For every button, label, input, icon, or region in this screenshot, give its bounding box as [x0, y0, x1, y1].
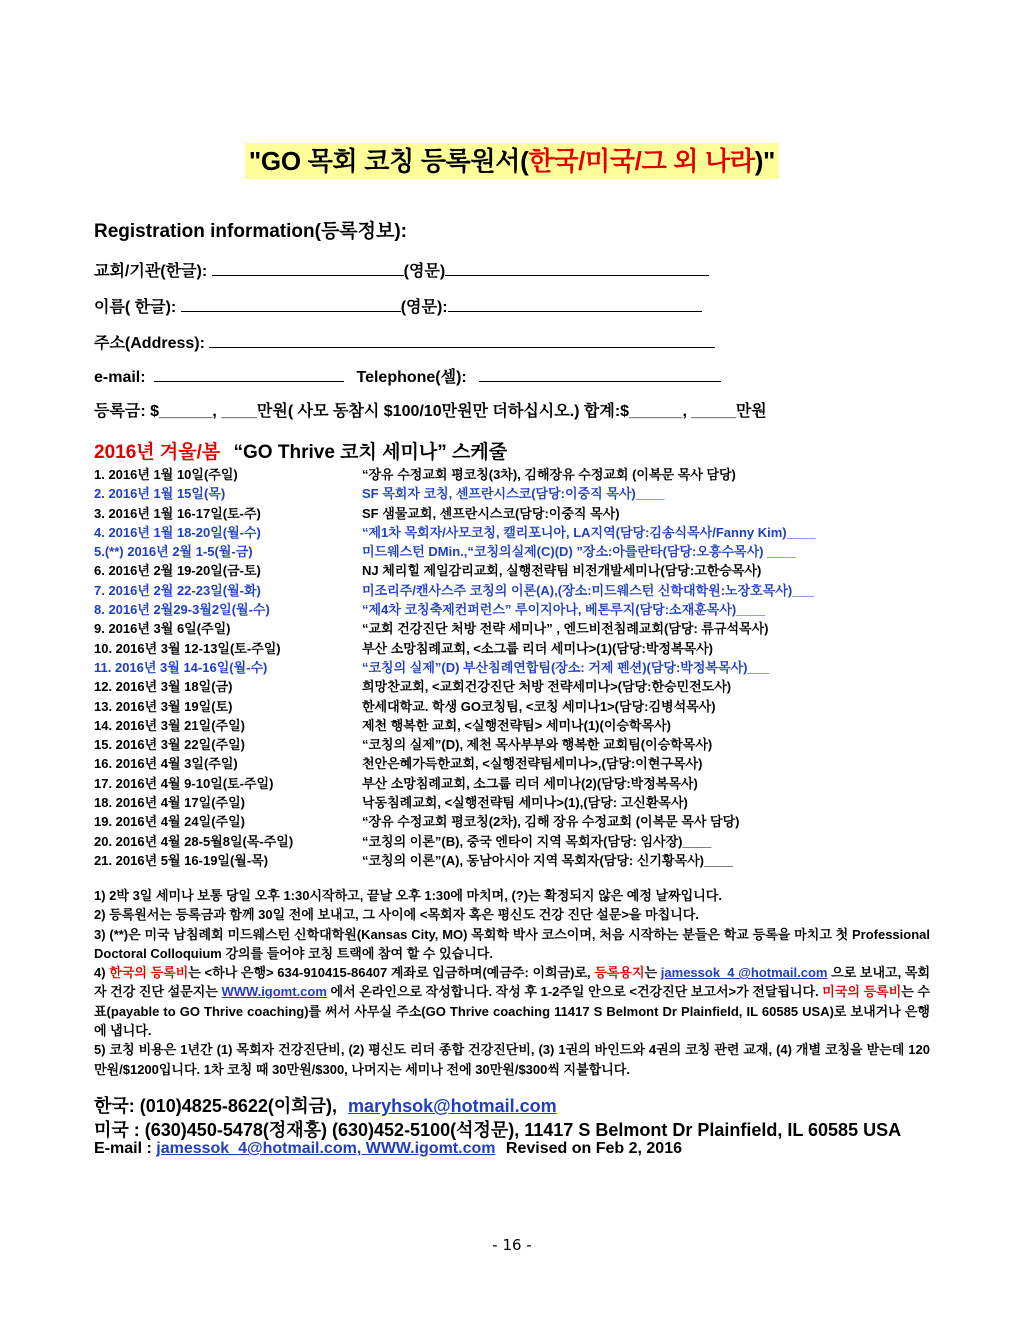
note-4-form: 등록용지: [594, 965, 645, 981]
note-4-text-b: 는 <하나 은행> 634-910415-86407 계좌로 입금하며(예금주: 이희금)로,: [188, 965, 595, 981]
church-label: 교회/기관(한글):: [94, 263, 208, 280]
schedule-row: [94, 773, 934, 792]
schedule-row: [94, 811, 934, 830]
schedule-row: [94, 676, 934, 695]
schedule-date: 18. 2016년 4월 17일(주일): [94, 795, 245, 811]
contact-field-row: [94, 364, 721, 387]
schedule-event: “교회 건강진단 처방 전략 세미나” , 엔드비전침례교회(담당: 류규석목사): [362, 621, 769, 637]
korea-contact: [94, 1092, 557, 1118]
email-contact: [94, 1140, 682, 1158]
title-prefix: "GO 목회 코칭 등록원서(: [248, 146, 529, 176]
note-4-email-link[interactable]: jamessok_4 @hotmail.com: [660, 965, 828, 981]
korea-contact-label: 한국: (010)4825-8622(이희금),: [94, 1096, 338, 1116]
note-2: 2) 등록원서는 등록금과 함께 30일 전에 보내고, 그 사이에 <목회자 혹은 평신도 건강 진단 설문>을 마칩니다.: [94, 907, 699, 923]
note-4-text-f: 는 수표(payable to GO Thrive coaching)를 써서 사무실 주소(GO Thrive coaching 11417 S Belmont Dr Plainfield, IL 60585 USA)로 보내거나 은행에 냅니다.: [94, 984, 930, 1039]
note-4-text-c: 는: [644, 965, 661, 981]
schedule-row: [94, 541, 934, 560]
church-en-label: (영문): [403, 263, 446, 280]
fee-line: 등록금: $______, ____만원( 사모 동참시 $100/10만원만 더하십시오.) 합계:$______, _____만원: [94, 403, 767, 420]
schedule-event: 부산 소망침례교회, 소그룹 리더 세미나(2)(담당:박정복목사): [362, 775, 698, 791]
registration-heading: Registration information(등록정보):: [94, 221, 408, 242]
schedule-event: 한세대학교. 학생 GO코칭팀, <코칭 세미나1>(담당:김병석목사): [362, 698, 716, 714]
schedule-date: 14. 2016년 3월 21일(주일): [94, 717, 245, 733]
revised-date: Revised on Feb 2, 2016: [505, 1140, 682, 1157]
church-ko-blank[interactable]: [212, 261, 404, 276]
schedule-date: 15. 2016년 3월 22일(주일): [94, 737, 245, 753]
schedule-date: 17. 2016년 4월 9-10일(토-주일): [94, 775, 274, 791]
schedule-event: “코칭의 이론”(A), 동남아시아 지역 목회자(담당: 신기황목사)____: [362, 852, 733, 868]
schedule-date: 16. 2016년 4월 3일(주일): [94, 756, 238, 772]
name-en-blank[interactable]: [448, 297, 702, 312]
schedule-event: “제1차 목회자/사모코칭, 캘리포니아, LA지역(담당:김송식목사/Fanny Kim)____: [362, 524, 816, 540]
note-4-prefix: 4): [94, 965, 110, 981]
schedule-date: 20. 2016년 4월 28-5월8일(목-주일): [94, 833, 294, 849]
schedule-row: [94, 792, 934, 811]
phone-label: Telephone(셀):: [356, 369, 467, 386]
church-field-row: [94, 258, 709, 281]
note-5: 5) 코칭 비용은 1년간 (1) 목회자 건강진단비, (2) 평신도 리더 종합 건강진단비, (3) 1권의 바인드와 4권의 코칭 관련 교재, (4) 개별 코칭을 받는데 120만원/$1200입니다. 1차 코칭 때 30만원/$300, 나머지는 세미나 전에 30만원/$300씩 지불합니다.: [94, 1042, 930, 1077]
address-field-row: [94, 330, 715, 353]
korea-email-link[interactable]: maryhsok@hotmail.com: [348, 1096, 557, 1116]
schedule-list: [94, 464, 934, 869]
schedule-row: [94, 503, 934, 522]
schedule-row: [94, 850, 934, 869]
page-title: [245, 143, 779, 179]
note-3: 3) (**)은 미국 남침례회 미드웨스턴 신학대학원(Kansas City, MO) 목회학 박사 코스이며, 처음 시작하는 분들은 학교 등록을 마치고 첫 Professional Doctoral Colloquium 강의를 들어야 코칭 트랙에 참여 할 수 있습니다.: [94, 926, 930, 961]
schedule-date: 2. 2016년 1월 15일(목): [94, 486, 226, 502]
schedule-row: [94, 638, 934, 657]
schedule-date: 8. 2016년 2월29-3월2일(월-수): [94, 602, 270, 618]
schedule-date: 21. 2016년 5월 16-19일(월-목): [94, 852, 269, 868]
schedule-row: [94, 618, 934, 637]
schedule-row: [94, 753, 934, 772]
schedule-date: 7. 2016년 2월 22-23일(월-화): [94, 582, 261, 598]
address-label: 주소(Address):: [94, 335, 205, 352]
schedule-date: 11. 2016년 3월 14-16일(월-수): [94, 659, 268, 675]
email-blank[interactable]: [154, 367, 344, 382]
schedule-row: [94, 696, 934, 715]
email-contact-label: E-mail :: [94, 1140, 152, 1157]
email-contact-links[interactable]: jamessok_4@hotmail.com, WWW.igomt.com: [156, 1140, 496, 1157]
schedule-date: 1. 2016년 1월 10일(주일): [94, 467, 238, 482]
schedule-date: 19. 2016년 4월 24일(주일): [94, 814, 245, 830]
email-label: e-mail:: [94, 369, 146, 386]
note-1: 1) 2박 3일 세미나 보통 당일 오후 1:30시작하고, 끝날 오후 1:30에 마치며, (?)는 확정되지 않은 예정 날짜입니다.: [94, 888, 722, 903]
schedule-date: 5.(**) 2016년 2월 1-5(월-금): [94, 544, 253, 560]
address-blank[interactable]: [209, 333, 715, 348]
note-4-usa-fee: 미국의 등록비: [822, 984, 902, 1000]
note-4: [94, 963, 930, 1040]
schedule-row: [94, 580, 934, 599]
schedule-row: [94, 560, 934, 579]
schedule-row: [94, 831, 934, 850]
note-4-text-d: 으로 보내고, 목회자 건강 진단 설문지는: [94, 965, 931, 1000]
schedule-event: “코칭의 실제”(D), 제천 목사부부와 행복한 교회팀(이승학목사): [362, 737, 713, 753]
note-4-website-link[interactable]: WWW.igomt.com: [221, 984, 327, 1000]
schedule-date: 9. 2016년 3월 6일(주일): [94, 621, 231, 637]
note-4-text-e: 에서 온라인으로 작성합니다. 작성 후 1-2주일 안으로 <건강진단 보고서>가 전달됩니다.: [326, 984, 823, 1000]
schedule-row: [94, 522, 934, 541]
schedule-date: 12. 2016년 3월 18일(금): [94, 679, 233, 695]
schedule-heading-red: 2016년 겨울/봄: [94, 442, 221, 463]
usa-contact: 미국 : (630)450-5478(정재홍) (630)452-5100(석정문), 11417 S Belmont Dr Plainfield, IL 60585 USA: [94, 1120, 902, 1140]
schedule-event: “코칭의 이론”(B), 중국 엔타이 지역 목회자(담당: 임사장)____: [362, 833, 712, 849]
schedule-event: 희망찬교회, <교회건강진단 처방 전략세미나>(담당:한승민전도사): [362, 679, 732, 695]
schedule-date: 3. 2016년 1월 16-17일(토-주): [94, 505, 261, 521]
schedule-event: 천안은혜가득한교회, <실행전략팀세미나>,(담당:이현구목사): [362, 756, 703, 772]
schedule-event: “코칭의 실제”(D) 부산침례연합팀(장소: 거제 펜션)(담당:박정복목사)___: [362, 659, 770, 675]
phone-blank[interactable]: [479, 367, 721, 382]
schedule-event: SF 목회자 코칭, 센프란시스코(담당:이중직 목사)____: [362, 486, 665, 502]
schedule-row: [94, 483, 934, 502]
schedule-event: “제4차 코칭축제컨퍼런스” 루이지아나, 베톤루지(담당:소재훈목사)____: [362, 602, 766, 618]
schedule-date: 10. 2016년 3월 12-13일(토-주일): [94, 640, 281, 656]
schedule-event: 낙동침례교회, <실행전략팀 세미나>(1),(담당: 고신환목사): [362, 795, 688, 811]
schedule-heading-rest: “GO Thrive 코치 세미나” 스케줄: [233, 442, 508, 463]
schedule-event: 부산 소망침례교회, <소그룹 리더 세미나>(1)(담당:박정복목사): [362, 640, 713, 656]
page-number: - 16 -: [492, 1236, 532, 1254]
schedule-event: 미드웨스턴 DMin.,“코칭의실제(C)(D) ”장소:아를란타(담당:오흥수목사) ____: [362, 544, 796, 560]
schedule-row: [94, 464, 934, 483]
schedule-row: [94, 599, 934, 618]
note-4-korea-fee: 한국의 등록비: [109, 965, 189, 981]
title-red-text: 한국/미국/그 외 나라: [528, 146, 755, 176]
name-ko-blank[interactable]: [181, 297, 401, 312]
church-en-blank[interactable]: [445, 261, 709, 276]
schedule-event: NJ 체리힐 제일감리교회, 실행전략팀 비전개발세미나(담당:고한승목사): [362, 563, 762, 579]
schedule-row: [94, 657, 934, 676]
schedule-date: 4. 2016년 1월 18-20일(월-수): [94, 524, 261, 540]
schedule-event: “장유 수정교회 평코칭(3차), 김해장유 수정교회 (이복문 목사 담당): [362, 467, 736, 482]
name-en-label: (영문):: [400, 299, 448, 316]
schedule-event: 미조리주/캔사스주 코칭의 이론(A),(장소:미드웨스턴 신학대학원:노장호목사)___: [362, 582, 814, 598]
title-area: [0, 143, 1024, 179]
notes-section: [94, 886, 930, 1079]
schedule-event: 제천 행복한 교회, <실행전략팀> 세미나(1)(이승학목사): [362, 717, 671, 733]
schedule-date: 13. 2016년 3월 19일(토): [94, 698, 233, 714]
title-suffix: )": [754, 146, 776, 176]
schedule-event: SF 샘물교회, 센프란시스코(담당:이중직 목사): [362, 505, 620, 521]
schedule-heading: [94, 437, 507, 464]
name-label: 이름( 한글):: [94, 299, 177, 316]
schedule-row: [94, 734, 934, 753]
schedule-event: “장유 수정교회 평코칭(2차), 김해 장유 수정교회 (이복문 목사 담당): [362, 814, 740, 830]
schedule-row: [94, 715, 934, 734]
name-field-row: [94, 294, 702, 317]
schedule-date: 6. 2016년 2월 19-20일(금-토): [94, 563, 261, 579]
